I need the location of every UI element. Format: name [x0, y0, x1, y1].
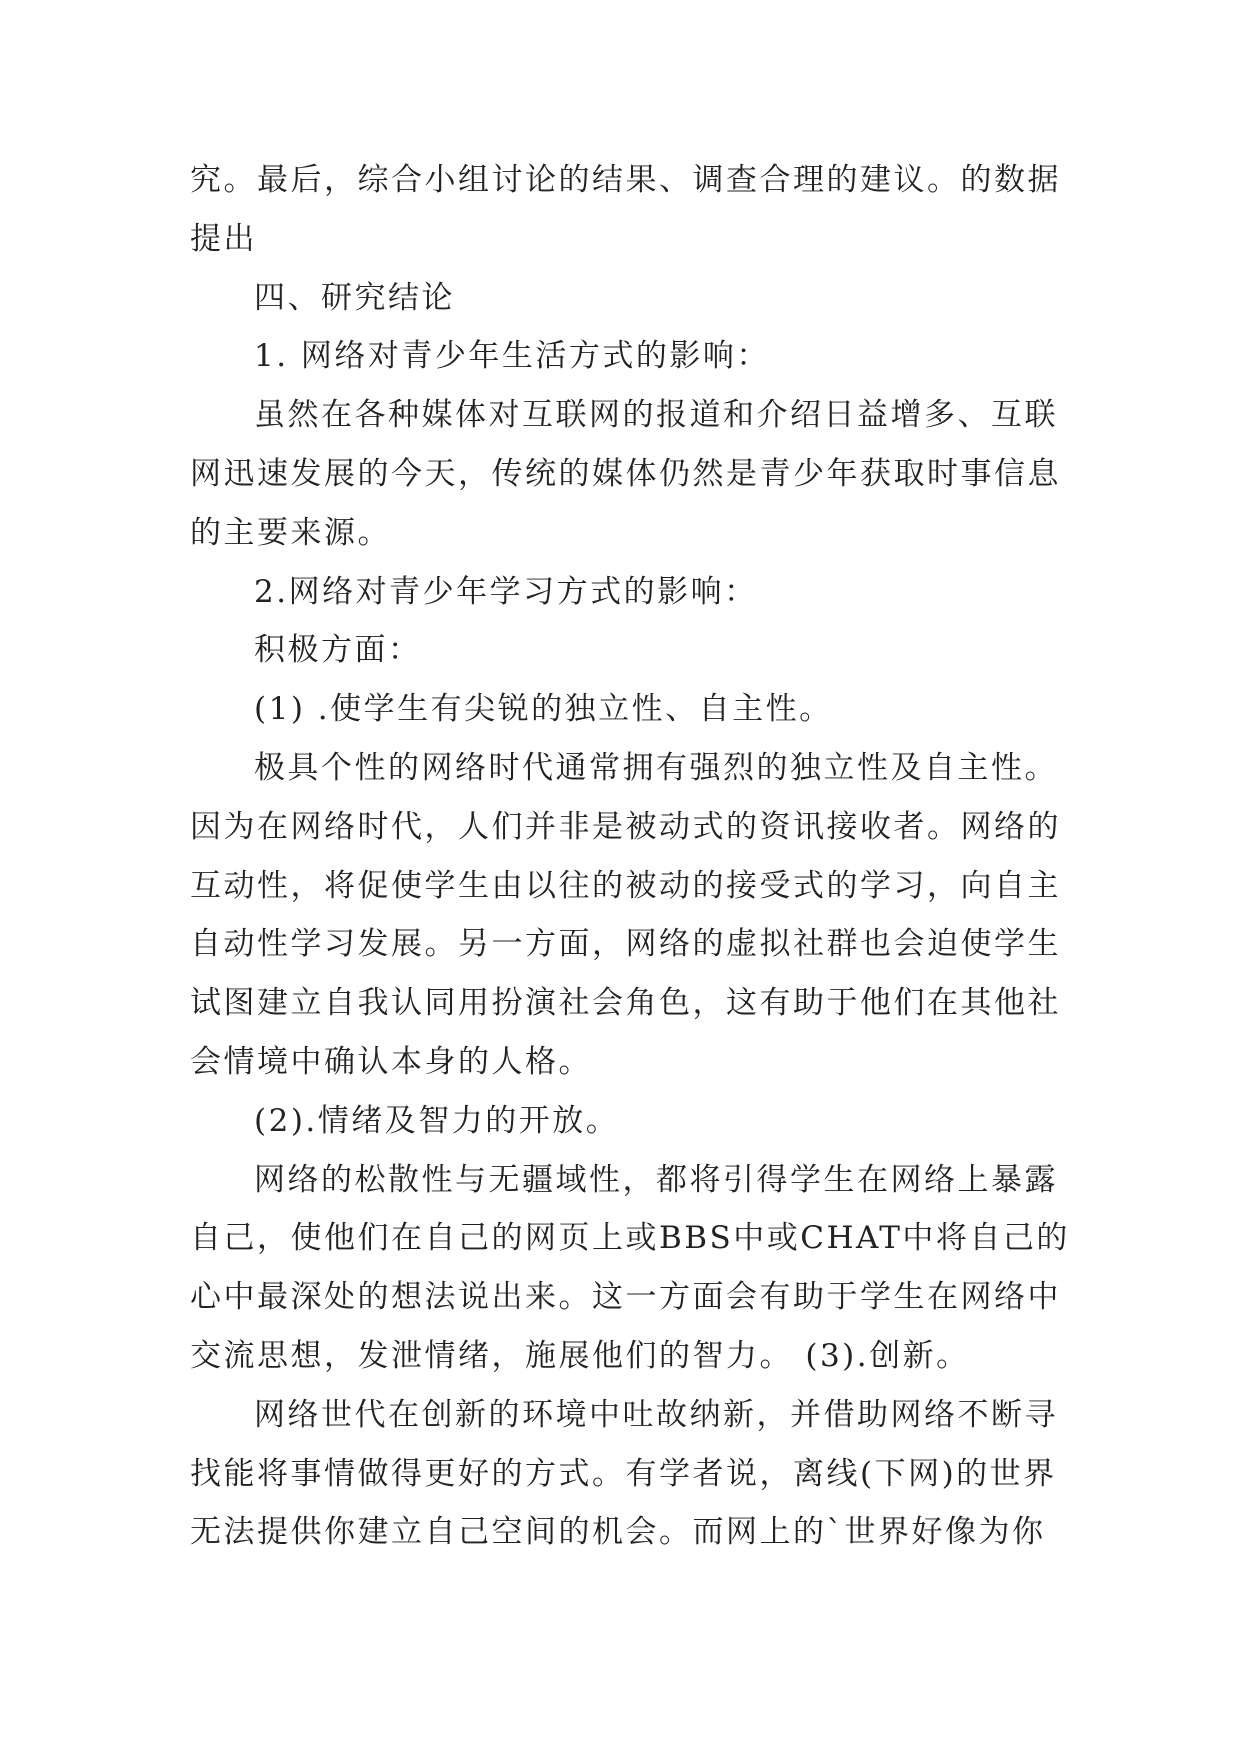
text-line: 究。最后，综合小组讨论的结果、调查合理的建议。的数据 — [190, 162, 1061, 198]
text-line: 互动性，将促使学生由以往的被动的接受式的学习，向自主 — [190, 867, 1061, 904]
text-line: (2).情绪及智力的开放。 — [254, 1102, 620, 1139]
text-line: 网迅速发展的今天，传统的媒体仍然是青少年获取时事信息 — [190, 455, 1061, 492]
text-line: 心中最深处的想法说出来。这一方面会有助于学生在网络中 — [190, 1279, 1061, 1316]
text-line: 2.网络对青少年学习方式的影响： — [254, 573, 758, 610]
text-line: 极具个性的网络时代通常拥有强烈的独立性及自主性。 — [254, 749, 1058, 786]
text-line: 会情境中确认本身的人格。 — [190, 1043, 592, 1080]
document-body-text — [190, 151, 1070, 1562]
text-line: 提出 — [190, 220, 257, 257]
text-line: 网络世代在创新的环境中吐故纳新，并借助网络不断寻 — [254, 1396, 1058, 1433]
text-line: 的主要来源。 — [190, 514, 391, 551]
text-line: 无法提供你建立自己空间的机会。而网上的`世界好像为你 — [190, 1514, 1046, 1551]
text-line: 四、研究结论 — [254, 279, 455, 316]
text-line: 积极方面： — [254, 632, 422, 669]
text-line: 找能将事情做得更好的方式。有学者说，离线(下网)的世界 — [190, 1455, 1057, 1492]
text-line: 自己，使他们在自己的网页上或BBS中或CHAT中将自己的 — [190, 1220, 1070, 1257]
text-line: 虽然在各种媒体对互联网的报道和介绍日益增多、互联 — [254, 397, 1058, 434]
text-line: 自动性学习发展。另一方面，网络的虚拟社群也会迫使学生 — [190, 926, 1061, 963]
text-line: 1. 网络对青少年生活方式的影响： — [254, 338, 770, 375]
text-line: 试图建立自我认同用扮演社会角色，这有助于他们在其他社 — [190, 985, 1061, 1022]
text-line: 因为在网络时代，人们并非是被动式的资讯接收者。网络的 — [190, 808, 1061, 845]
text-line: (1) .使学生有尖锐的独立性、自主性。 — [254, 691, 833, 728]
text-line: 网络的松散性与无疆域性，都将引得学生在网络上暴露 — [254, 1161, 1058, 1198]
text-line: 交流思想，发泄情绪，施展他们的智力。 (3).创新。 — [190, 1337, 970, 1374]
